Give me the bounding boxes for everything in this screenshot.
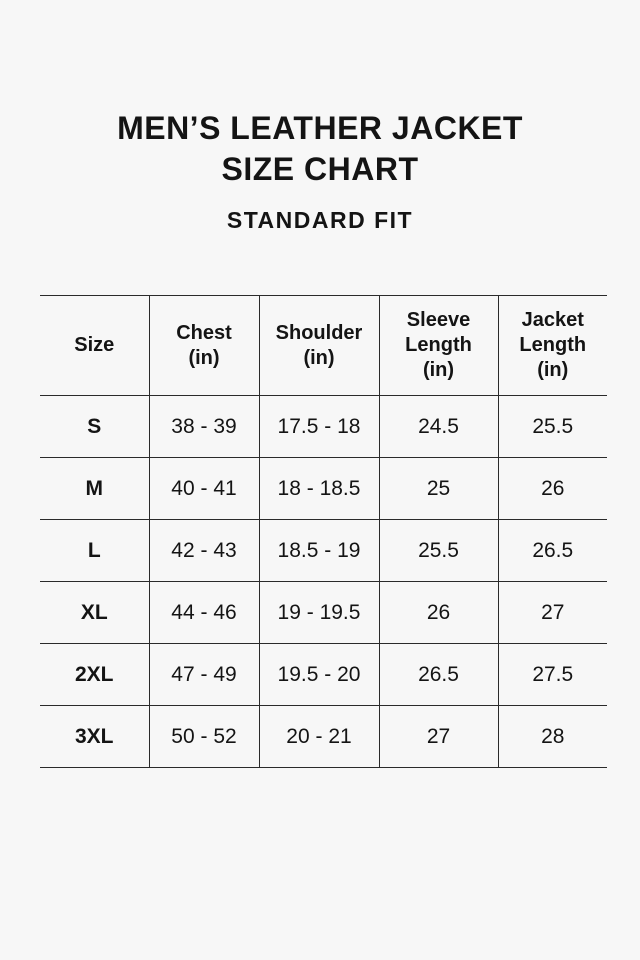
- header-line: Jacket: [521, 309, 584, 331]
- header-jacket-length: [498, 296, 607, 396]
- chest-cell: 40 - 41: [149, 458, 259, 520]
- jacket-cell: 28: [498, 706, 607, 768]
- title-line-2: SIZE CHART: [221, 151, 419, 187]
- header-line: (in): [537, 359, 569, 381]
- header-shoulder: [259, 296, 379, 396]
- shoulder-cell: 17.5 - 18: [259, 396, 379, 458]
- size-cell: L: [40, 520, 149, 582]
- header-line: (in): [422, 359, 455, 381]
- table-row: [40, 706, 607, 768]
- shoulder-cell: 20 - 21: [259, 706, 379, 768]
- shoulder-cell: 18 - 18.5: [259, 458, 379, 520]
- header-line: (in): [303, 346, 335, 369]
- size-cell: M: [40, 458, 149, 520]
- sleeve-cell: 26.5: [379, 644, 498, 706]
- chest-cell: 38 - 39: [149, 396, 259, 458]
- jacket-cell: 26.5: [498, 520, 607, 582]
- title-line-1: MEN’S LEATHER JACKET: [117, 110, 523, 146]
- jacket-cell: 25.5: [498, 396, 607, 458]
- header-line: Length: [519, 334, 587, 356]
- page-subtitle: STANDARD FIT: [226, 207, 414, 233]
- header-line: (in): [188, 346, 220, 369]
- jacket-cell: 26: [498, 458, 607, 520]
- size-cell: 2XL: [40, 644, 149, 706]
- shoulder-cell: 18.5 - 19: [259, 520, 379, 582]
- jacket-cell: 27.5: [498, 644, 607, 706]
- table-row: [40, 458, 607, 520]
- jacket-cell: 27: [498, 582, 607, 644]
- chest-cell: 44 - 46: [149, 582, 259, 644]
- sleeve-cell: 27: [379, 706, 498, 768]
- header-line: Sleeve: [406, 309, 471, 331]
- sleeve-cell: 25.5: [379, 520, 498, 582]
- header-line: Length: [405, 334, 472, 356]
- size-chart-table: [40, 295, 607, 768]
- header-size: [40, 296, 149, 396]
- size-cell: XL: [40, 582, 149, 644]
- sleeve-cell: 25: [379, 458, 498, 520]
- size-cell: S: [40, 396, 149, 458]
- header-line: Chest: [176, 321, 232, 344]
- header-chest: [149, 296, 259, 396]
- table-row: [40, 396, 607, 458]
- sleeve-cell: 26: [379, 582, 498, 644]
- header-sleeve-length: [379, 296, 498, 396]
- table-row: [40, 644, 607, 706]
- table-row: [40, 582, 607, 644]
- chest-cell: 47 - 49: [149, 644, 259, 706]
- chest-cell: 50 - 52: [149, 706, 259, 768]
- page-title: [0, 108, 640, 190]
- shoulder-cell: 19 - 19.5: [259, 582, 379, 644]
- header-line: Size: [74, 334, 115, 356]
- table-row: [40, 520, 607, 582]
- shoulder-cell: 19.5 - 20: [259, 644, 379, 706]
- chest-cell: 42 - 43: [149, 520, 259, 582]
- sleeve-cell: 24.5: [379, 396, 498, 458]
- header-line: Shoulder: [275, 321, 363, 344]
- table-header-row: [40, 296, 607, 396]
- size-cell: 3XL: [40, 706, 149, 768]
